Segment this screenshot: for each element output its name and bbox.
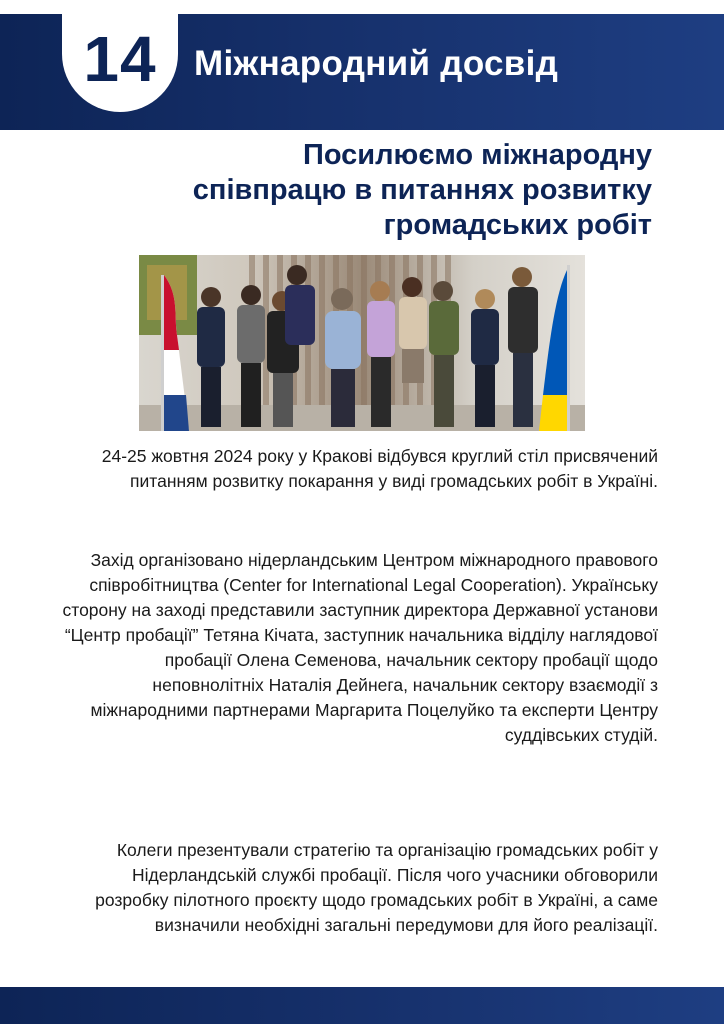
paragraph-event-intro: 24-25 жовтня 2024 року у Кракові відбувся круглий стіл присвячений питанням розвитку покарання у виді громадських робіт в Україні. <box>101 446 658 491</box>
headline-line-3: громадських робіт <box>383 209 652 241</box>
page-number: 14 <box>83 23 157 95</box>
paragraph-organizers: Захід організовано нідерландським Центром міжнародного правового співробітництва (Center for International Legal Cooperation). Українську сторону на заході представили заступник директора Державної установи “Центр пробації” Тетяна Кічата, заступник начальника відділу наглядової пробації Олена Семенова, начальник сектору пробації щодо неповнолітніх Наталія Дейнега, начальник сектору взаємодії з міжнародними партнерами Маргарита Поцелуйко та експерти Центру суддівських студій. <box>62 550 658 745</box>
headline-line-2: співпрацю в питаннях розвитку <box>192 174 652 206</box>
paragraph-outcomes: Колеги презентували стратегію та організацію громадських робіт у Нідерландській службі пробації. Після чого учасники обговорили розробку пілотного проєкту щодо громадських робіт в Україні, а саме визначили необхідні загальні передумови для його реалізації. <box>95 840 658 935</box>
section-title: Міжнародний досвід <box>194 44 559 83</box>
group-photo <box>139 255 585 431</box>
page-number-tab <box>62 0 178 112</box>
group-photo-illustration <box>139 255 585 431</box>
headline-line-1: Посилюємо міжнародну <box>303 139 652 171</box>
article-headline <box>92 138 652 243</box>
footer-band <box>0 987 724 1024</box>
